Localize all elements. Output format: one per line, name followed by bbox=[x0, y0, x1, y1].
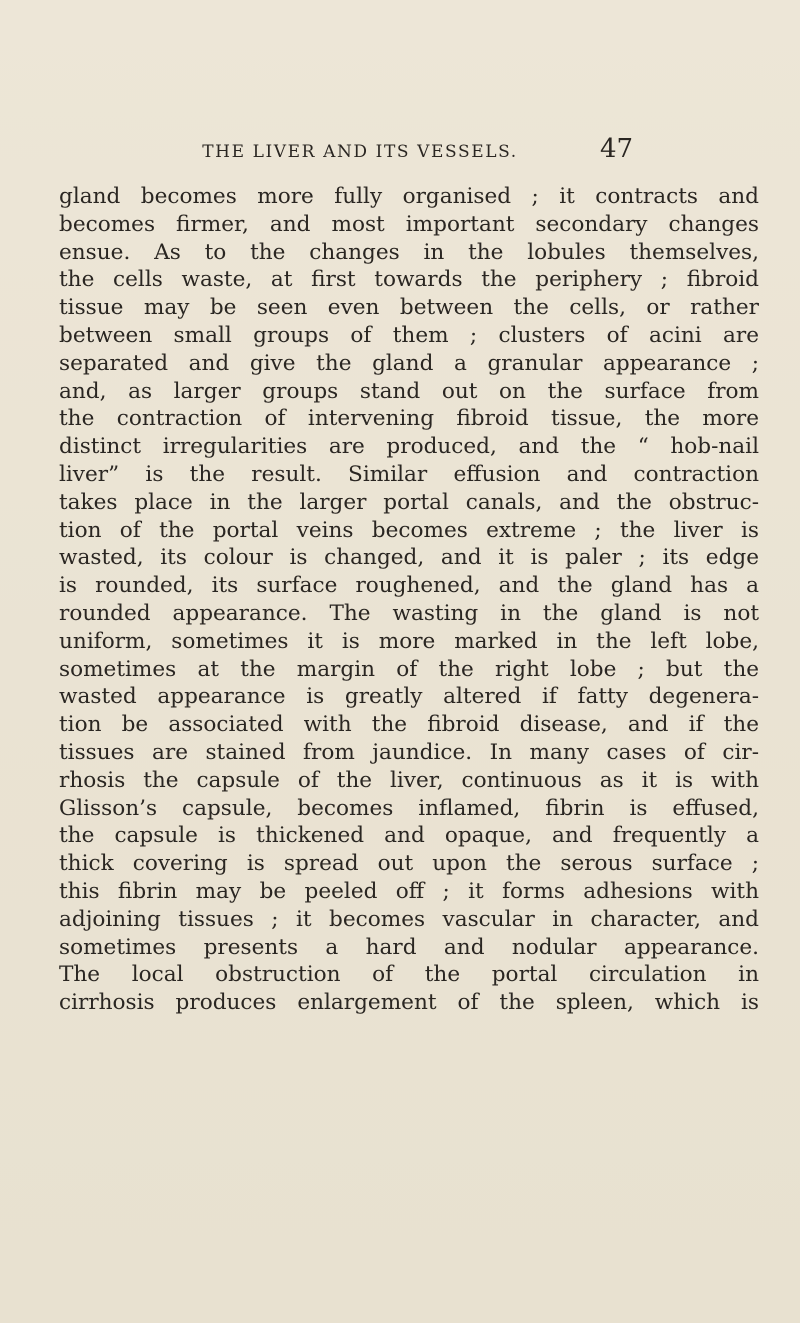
text-line: tion of the portal veins becomes extreme ; the liver is bbox=[59, 517, 759, 543]
text-line: rhosis the capsule of the liver, continuous as it is with bbox=[59, 767, 759, 793]
page-number: 47 bbox=[600, 134, 634, 164]
text-line: takes place in the larger portal canals, and the obstruc- bbox=[59, 489, 759, 515]
text-line: gland becomes more fully organised ; it contracts and bbox=[59, 184, 759, 209]
text-line: becomes firmer, and most important secondary changes bbox=[59, 211, 759, 237]
text-line: the contraction of intervening fibroid tissue, the more bbox=[59, 406, 759, 432]
text-line: ensue. As to the changes in the lobules themselves, bbox=[59, 239, 759, 265]
text-line: rounded appearance. The wasting in the gland is not bbox=[59, 600, 759, 626]
text-line: cirrhosis produces enlargement of the spleen, which is bbox=[59, 990, 759, 1016]
text-line: uniform, sometimes it is more marked in the left lobe, bbox=[59, 628, 759, 654]
text-line: tion be associated with the fibroid disease, and if the bbox=[59, 712, 759, 738]
text-line: thick covering is spread out upon the serous surface ; bbox=[59, 851, 759, 877]
text-line: wasted appearance is greatly altered if fatty degenera- bbox=[59, 684, 759, 710]
text-line: tissues are stained from jaundice. In many cases of cir- bbox=[59, 739, 759, 765]
text-line: adjoining tissues ; it becomes vascular in character, and bbox=[59, 906, 759, 932]
text-line: separated and give the gland a granular appearance ; bbox=[59, 350, 759, 376]
text-line: between small groups of them ; clusters of acini are bbox=[59, 322, 759, 348]
text-line: and, as larger groups stand out on the surface from bbox=[59, 378, 759, 404]
text-line: this fibrin may be peeled off ; it forms adhesions with bbox=[59, 878, 759, 904]
text-line: the cells waste, at first towards the periphery ; fibroid bbox=[59, 267, 759, 293]
text-line: liver” is the result. Similar effusion and contraction bbox=[59, 461, 759, 487]
text-line: the capsule is thickened and opaque, and frequently a bbox=[59, 823, 759, 849]
text-line: wasted, its colour is changed, and it is paler ; its edge bbox=[59, 545, 759, 571]
text-line: Glisson’s capsule, becomes inflamed, fibrin is effused, bbox=[59, 795, 759, 821]
text-line: The local obstruction of the portal circulation in bbox=[59, 962, 759, 988]
text-line: distinct irregularities are produced, and the “ hob-nail bbox=[59, 434, 759, 460]
text-line: is rounded, its surface roughened, and the gland has a bbox=[59, 573, 759, 599]
text-line: tissue may be seen even between the cells, or rather bbox=[59, 295, 759, 321]
body-text bbox=[59, 183, 759, 1017]
running-head: THE LIVER AND ITS VESSELS. bbox=[202, 142, 518, 162]
text-line: sometimes at the margin of the right lobe ; but the bbox=[59, 656, 759, 682]
text-line: sometimes presents a hard and nodular appearance. bbox=[59, 934, 759, 960]
